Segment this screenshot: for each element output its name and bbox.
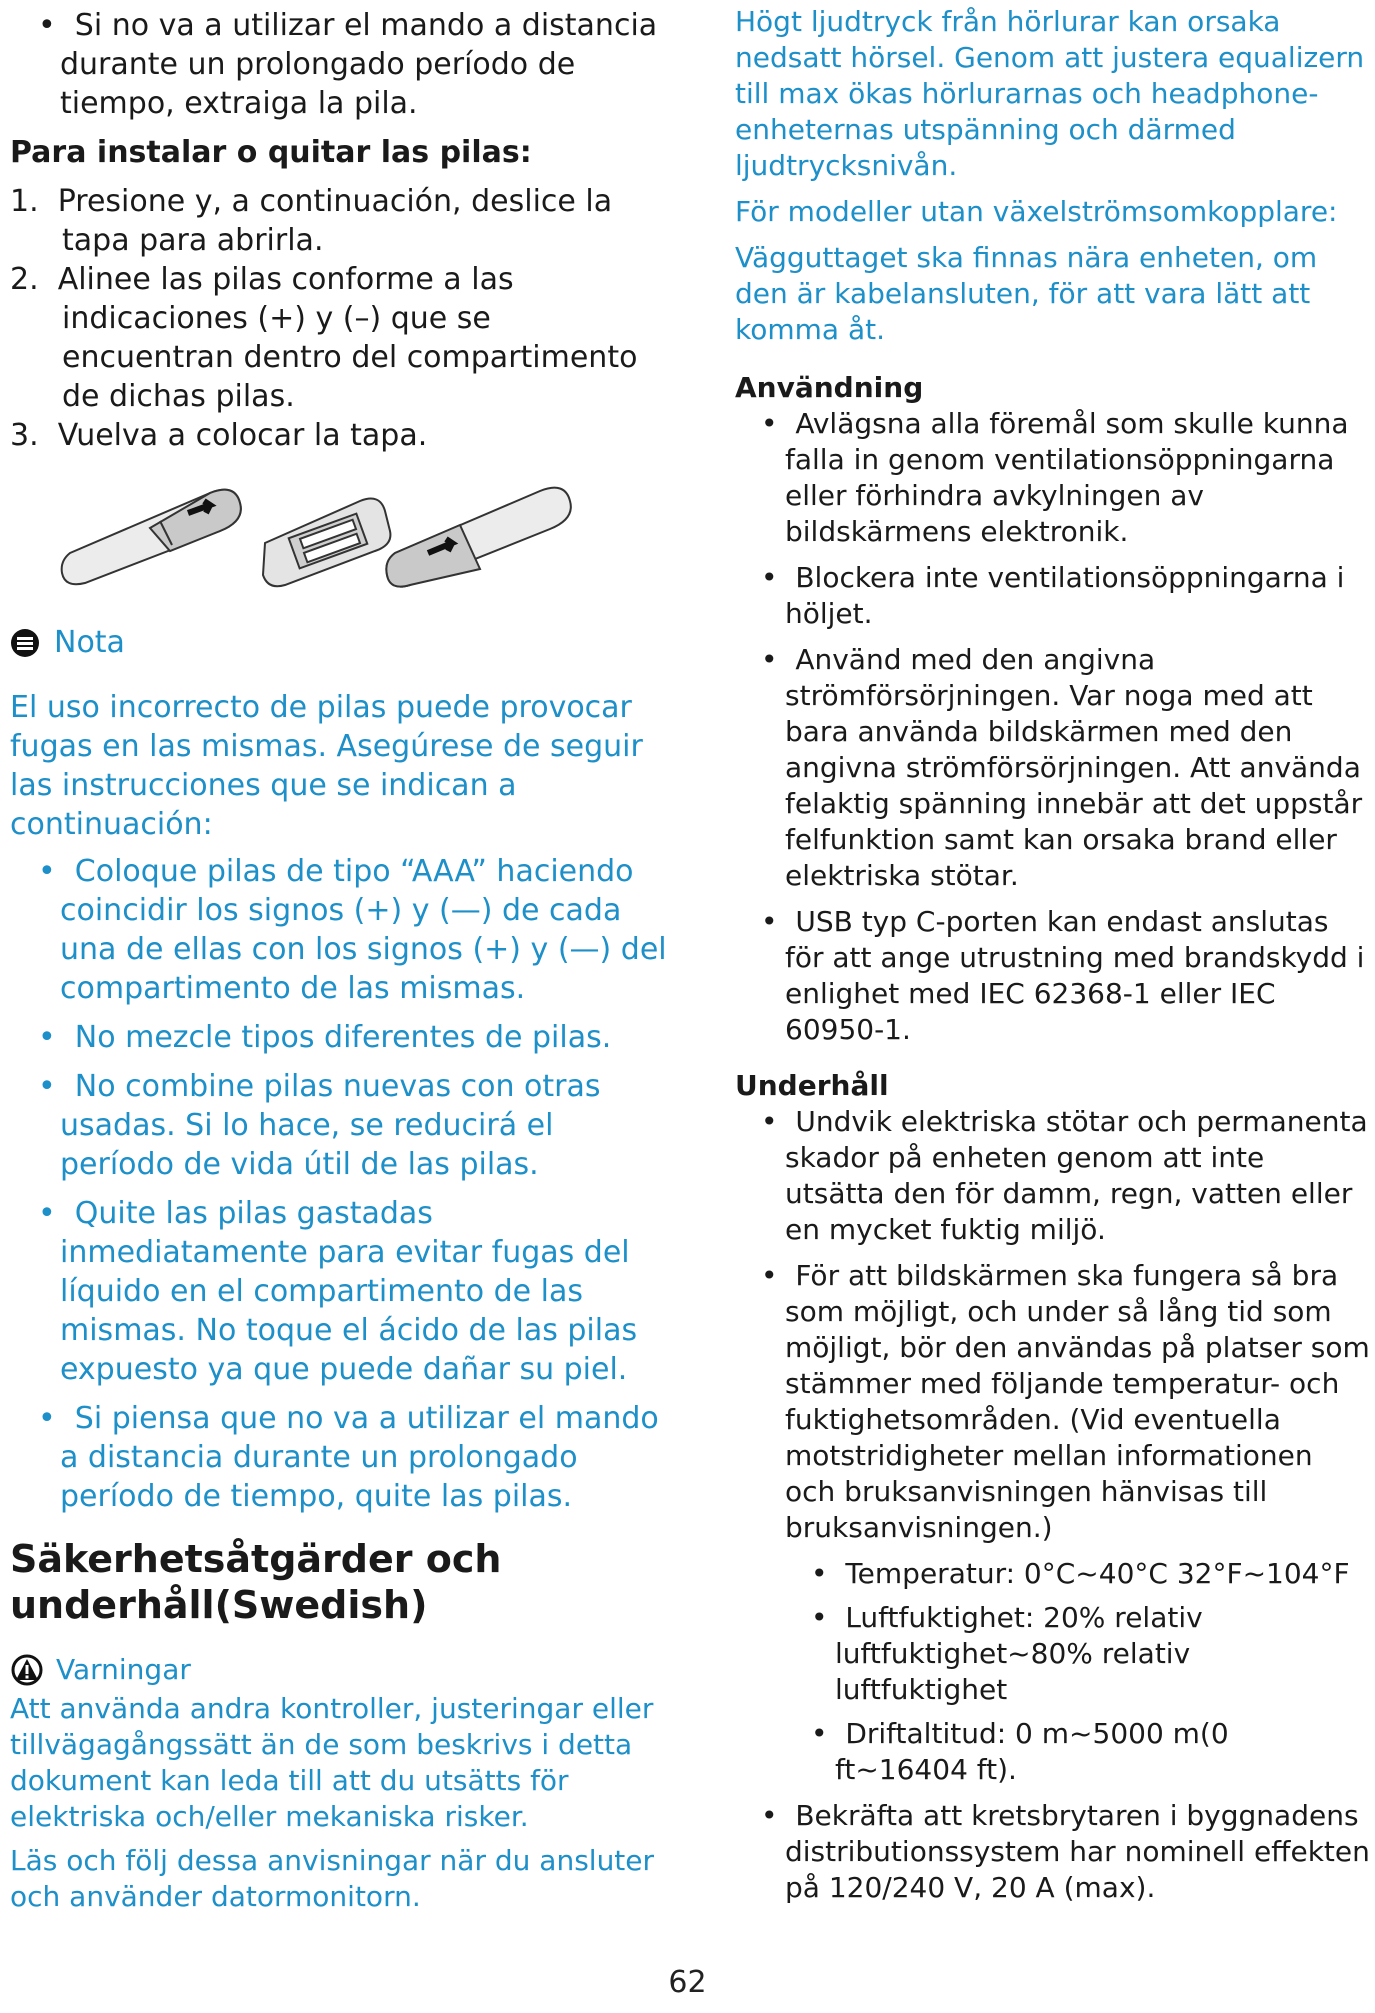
socket-paragraph: Vägguttaget ska finnas nära enheten, om den är kabelansluten, för att vara lätt att komma åt. [735,241,1318,346]
right-column [735,0,1370,1906]
environment-sublist [735,1556,1370,1788]
usage-bullet: • Avlägsna alla föremål som skulle kunna falla in genom ventilationsöppningarna eller förhindra avkylningen av bildskärmens elektronik. [761,407,1349,548]
step-item: 3. Vuelva a colocar la tapa. [10,418,428,453]
note-bullets [10,852,670,1516]
hearing-paragraph: Högt ljudtryck från hörlurar kan orsaka nedsatt hörsel. Genom att justera equalizern till max ökas hörlurarnas och headphone-enheternas utspänning och därmed ljudtrycksnivån. [735,5,1365,182]
environment-subbullet: • Temperatur: 0°C~40°C 32°F~104°F [811,1557,1350,1590]
maintenance-bullet: • Undvik elektriska stötar och permanenta skador på enheten genom att inte utsätta den för damm, regn, vatten eller en mycket fuktig miljö. [761,1105,1368,1246]
install-heading: Para instalar o quitar las pilas: [10,135,532,170]
section-title-line-1: Säkerhetsåtgärder och [10,1537,502,1581]
usage-bullets [735,406,1370,1048]
warning-title: Varningar [56,1653,191,1686]
note-icon [10,628,40,658]
step-item: 2. Alinee las pilas conforme a las indicaciones (+) y (–) que se encuentran dentro del compartimento de dichas pilas. [10,262,638,414]
maintenance-bullet: • För att bildskärmen ska fungera så bra som möjligt, och under så lång tid som möjligt, bör den användas på platser som stämmer med följande temperatur- och fuktighetsområden. (Vid eventuella motstridigheter mellan informationen och bruksanvisningen hänvisas till bruksanvisningen.) [761,1259,1370,1544]
battery-illustration [60,473,670,593]
step-item: 1. Presione y, a continuación, deslice la tapa para abrirla. [10,184,613,258]
usage-heading: Användning [735,371,924,404]
maintenance-bullet: • Bekräfta att kretsbrytaren i byggnadens distributionssystem har nominell effekten på 120/240 V, 20 A (max). [761,1799,1370,1904]
remote-battery-drawing [60,473,620,593]
page-number: 62 [668,1965,707,2000]
note-header [10,623,670,662]
usage-bullet: • Blockera inte ventilationsöppningarna i höljet. [761,561,1345,630]
usage-bullet: • Använd med den angivna strömförsörjningen. Var noga med att bara använda bildskärmen med den angivna strömförsörjningen. Att använda felaktig spänning innebär att det uppstår felfunktion samt kan orsaka brand eller elektriska stötar. [761,643,1363,892]
steps-list [10,182,670,455]
intro-bullet: • Si no va a utilizar el mando a distancia durante un prolongado período de tiempo, extraiga la pila. [38,8,658,121]
warning-icon [10,1654,44,1686]
note-bullet: • No combine pilas nuevas con otras usadas. Si lo hace, se reducirá el período de vida útil de las pilas. [38,1069,601,1182]
environment-subbullet: • Luftfuktighet: 20% relativ luftfuktighet~80% relativ luftfuktighet [811,1601,1203,1706]
note-bullet: • No mezcle tipos diferentes de pilas. [38,1020,612,1055]
remote-3 [386,488,570,587]
section-title [10,1536,670,1628]
environment-subbullet: • Driftaltitud: 0 m~5000 m(0 ft~16404 ft). [811,1717,1229,1786]
warning-paragraph-2: Läs och följ dessa anvisningar när du ansluter och använder datormonitorn. [10,1844,655,1913]
note-bullet: • Coloque pilas de tipo “AAA” haciendo coincidir los signos (+) y (—) de cada una de ellas con los signos (+) y (—) del compartimento de las mismas. [38,854,667,1006]
remote-1 [62,490,241,585]
warning-header [10,1650,670,1689]
note-bullet: • Quite las pilas gastadas inmediatamente para evitar fugas del líquido en el compartimento de las mismas. No toque el ácido de las pilas expuesto ya que puede dañar su piel. [38,1196,638,1387]
note-text: El uso incorrecto de pilas puede provocar fugas en las mismas. Asegúrese de seguir las instrucciones que se indican a continuación: [10,690,643,842]
maintenance-heading: Underhåll [735,1069,889,1102]
warning-paragraph-1: Att använda andra kontroller, justeringar eller tillvägagångssätt än de som beskrivs i detta dokument kan leda till att du utsätts för elektriska och/eller mekaniska risker. [10,1692,654,1833]
usage-bullet: • USB typ C-porten kan endast anslutas för att ange utrustning med brandskydd i enlighet med IEC 62368-1 eller IEC 60950-1. [761,905,1365,1046]
remote-2 [263,499,390,587]
maintenance-bullets [735,1104,1370,1906]
section-title-line-2: underhåll(Swedish) [10,1583,428,1627]
note-title: Nota [54,625,125,660]
left-column [10,0,670,1915]
note-bullet: • Si piensa que no va a utilizar el mando a distancia durante un prolongado período de tiempo, quite las pilas. [38,1401,659,1514]
ac-switch-paragraph: För modeller utan växelströmsomkopplare: [735,195,1338,228]
